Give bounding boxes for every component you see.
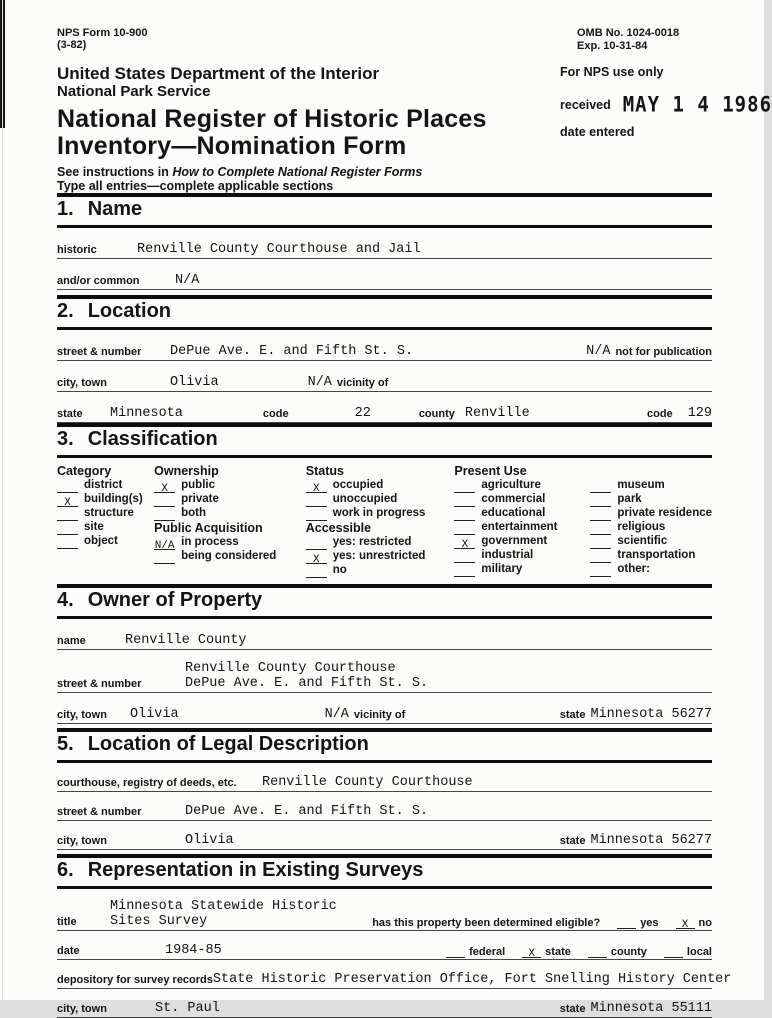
checkbox-private — [154, 493, 306, 507]
checkbox-line — [590, 551, 611, 563]
section-6-number: 6. — [57, 859, 74, 881]
present-use-header: Present Use — [454, 464, 527, 478]
checkbox-mark: X — [312, 482, 320, 495]
field-city-town — [57, 372, 712, 392]
form-revision: (3-82) — [57, 39, 87, 51]
legal-state-value: Minnesota 56277 — [590, 833, 712, 848]
section-5-number: 5. — [57, 733, 74, 755]
checkbox-label: private — [181, 493, 219, 505]
checkbox-unoccupied — [306, 493, 455, 507]
legal-courthouse-label: courthouse, registry of deeds, etc. — [57, 777, 237, 789]
checkbox-religious — [590, 521, 712, 535]
owner-name-value: Renville County — [125, 633, 247, 648]
checkbox-label: religious — [617, 521, 666, 533]
checkbox-label: both — [181, 507, 207, 519]
checkbox-county — [588, 946, 647, 958]
checkbox-label: private residence — [617, 507, 713, 519]
checkbox-line — [454, 537, 475, 549]
public-acquisition-header: Public Acquisition — [154, 521, 263, 535]
checkbox-label: district — [84, 479, 123, 491]
vicinity-group — [308, 375, 389, 390]
instructions-manual-title: How to Complete National Register Forms — [172, 165, 423, 179]
checkbox-label: site — [84, 521, 104, 533]
code-value: 22 — [354, 406, 371, 421]
checkbox-federal — [446, 946, 505, 958]
checkbox-line — [676, 917, 695, 929]
field-legal-street — [57, 802, 712, 821]
checkbox-site — [57, 521, 154, 535]
vicinity-label: vicinity of — [336, 377, 389, 389]
checkbox-label: county — [610, 946, 647, 958]
checkbox-public — [154, 479, 306, 493]
checkbox-yes-restricted — [306, 536, 455, 550]
checkbox-structure — [57, 507, 154, 521]
checkbox-label: state — [545, 946, 571, 958]
checkbox-line — [446, 946, 465, 958]
section-3-title: Classification — [87, 428, 218, 450]
checkbox-line — [306, 495, 327, 507]
city-label: city, town — [57, 377, 107, 389]
section-4-number: 4. — [57, 589, 74, 611]
checkbox-line — [454, 551, 475, 563]
eligible-question: has this property been determined eligible? — [372, 917, 601, 929]
legal-state-label: state — [559, 835, 586, 847]
historic-label: historic — [57, 244, 97, 256]
checkbox-label: object — [84, 535, 118, 547]
eligible-group — [372, 917, 712, 929]
classification-grid — [57, 458, 712, 584]
checkbox-line — [154, 538, 175, 550]
survey-title-line1: Minnesota Statewide Historic — [110, 899, 337, 914]
ownership-header: Ownership — [154, 464, 219, 478]
checkbox-in-process — [154, 536, 306, 550]
omb-number: OMB No. 1024-0018 — [577, 27, 680, 39]
instructions — [57, 165, 712, 193]
not-for-publication-group — [586, 344, 712, 359]
section-5-heading — [57, 728, 712, 763]
present-use-col2 — [590, 479, 712, 577]
checkbox-line — [590, 523, 611, 535]
survey-title-label: title — [57, 916, 77, 928]
field-state-county — [57, 403, 712, 423]
category-header: Category — [57, 464, 112, 478]
checkbox-mark: X — [461, 538, 469, 551]
legal-courthouse-value: Renville County Courthouse — [262, 775, 473, 790]
instructions-prefix: See instructions in — [57, 165, 173, 179]
checkbox-line — [590, 481, 611, 493]
county-label: county — [418, 408, 455, 420]
checkbox-being-considered — [154, 550, 306, 564]
received-row — [560, 92, 772, 118]
section-5-title: Location of Legal Description — [87, 733, 369, 755]
field-street-number — [57, 341, 712, 361]
code-label: code — [262, 408, 289, 420]
instructions-line2: Type all entries—complete applicable sections — [57, 179, 334, 193]
checkbox-line — [306, 481, 327, 493]
section-3-heading — [57, 423, 712, 458]
date-entered-label: date entered — [560, 125, 635, 139]
field-survey-title — [57, 899, 712, 931]
survey-level-group — [434, 946, 712, 958]
common-label: and/or common — [57, 275, 140, 287]
owner-street-label: street & number — [57, 678, 142, 690]
checkbox-no — [306, 564, 455, 578]
checkbox-line — [306, 552, 327, 564]
checkbox-line — [306, 509, 327, 521]
historic-value: Renville County Courthouse and Jail — [137, 242, 421, 257]
survey-title-values — [110, 899, 337, 929]
county-value: Renville — [464, 406, 530, 421]
checkbox-line — [454, 495, 475, 507]
field-survey-city — [57, 999, 712, 1018]
checkbox-label: military — [481, 563, 523, 575]
agency-title: National Park Service — [57, 83, 211, 100]
checkbox-label: structure — [84, 507, 134, 519]
checkbox-district — [57, 479, 154, 493]
checkbox-line — [306, 538, 327, 550]
depository-value: State Historic Preservation Office, Fort Snelling History Center — [212, 972, 732, 987]
field-legal-city — [57, 831, 712, 850]
owner-name-label: name — [57, 635, 86, 647]
form-title-line1: National Register of Historic Places — [57, 105, 487, 133]
checkbox-mark: X — [64, 496, 71, 509]
legal-street-value: DePue Ave. E. and Fifth St. S. — [185, 804, 429, 819]
checkbox-line — [154, 481, 175, 493]
checkbox-label: being considered — [181, 550, 277, 562]
checkbox-label: agriculture — [481, 479, 541, 491]
checkbox-mark: X — [161, 482, 168, 495]
checkbox-line — [306, 566, 327, 578]
checkbox-line — [454, 481, 475, 493]
survey-date-label: date — [57, 945, 80, 957]
field-owner-name — [57, 630, 712, 650]
checkbox-eligible-yes — [617, 917, 658, 929]
owner-vicinity-na: N/A — [324, 707, 349, 722]
checkbox-line — [57, 523, 78, 535]
checkbox-park — [590, 493, 712, 507]
field-depository — [57, 970, 732, 989]
depository-label: depository for survey records — [57, 974, 213, 986]
received-date-stamp: MAY 1 4 1986 — [622, 92, 772, 118]
checkbox-label: other: — [617, 563, 650, 575]
checkbox-line — [664, 946, 683, 958]
field-common-name — [57, 270, 712, 290]
field-owner-street — [57, 661, 712, 693]
form-number: NPS Form 10-900 — [57, 27, 148, 39]
checkbox-museum — [590, 479, 712, 493]
owner-city-label: city, town — [57, 709, 107, 721]
state-value: Minnesota — [110, 406, 183, 421]
field-survey-date — [57, 941, 712, 960]
checkbox-label: no — [332, 564, 347, 576]
code2-value: 129 — [687, 406, 712, 421]
checkbox-mark: X — [312, 553, 320, 566]
checkbox-state — [522, 946, 571, 958]
owner-city-value: Olivia — [130, 707, 179, 722]
checkbox-military — [454, 563, 590, 577]
checkbox-commercial — [454, 493, 590, 507]
owner-state-label: state — [559, 709, 586, 721]
code2-label: code — [647, 408, 673, 420]
owner-street-line1: Renville County Courthouse — [185, 661, 396, 676]
checkbox-mark: X — [528, 948, 535, 960]
form-title-line2: Inventory—Nomination Form — [57, 132, 407, 160]
section-1-heading — [57, 193, 712, 228]
section-6-heading — [57, 854, 712, 889]
section-4-heading — [57, 584, 712, 619]
owner-state-value: Minnesota 56277 — [590, 707, 712, 722]
checkbox-transportation — [590, 549, 712, 563]
field-historic-name — [57, 239, 712, 259]
code2-group — [647, 406, 712, 421]
checkbox-line — [522, 946, 541, 958]
legal-street-label: street & number — [57, 806, 142, 818]
checkbox-label: park — [617, 493, 642, 505]
department-title: United States Department of the Interior — [57, 64, 380, 83]
survey-city-label: city, town — [57, 1003, 107, 1015]
checkbox-label: government — [481, 535, 548, 547]
checkbox-label: scientific — [617, 535, 668, 547]
checkbox-local — [664, 946, 712, 958]
field-legal-courthouse — [57, 773, 712, 792]
section-6-title: Representation in Existing Surveys — [87, 859, 424, 881]
checkbox-line — [154, 509, 175, 521]
section-2-number: 2. — [57, 300, 74, 322]
checkbox-industrial — [454, 549, 590, 563]
survey-state-value: Minnesota 55111 — [590, 1001, 712, 1016]
checkbox-mark: X — [681, 919, 689, 931]
checkbox-label: no — [698, 917, 712, 929]
checkbox-private-residence — [590, 507, 712, 521]
checkbox-line — [57, 509, 78, 521]
checkbox-label: entertainment — [481, 521, 558, 533]
checkbox-eligible-no — [676, 917, 712, 929]
legal-city-label: city, town — [57, 835, 107, 847]
nps-use-label: For NPS use only — [560, 65, 664, 79]
checkbox-label: museum — [617, 479, 665, 491]
section-3-number: 3. — [57, 428, 74, 450]
owner-vicinity-label: vicinity of — [353, 709, 406, 721]
checkbox-label: work in progress — [332, 507, 426, 519]
checkbox-label: local — [686, 946, 712, 958]
checkbox-label: occupied — [332, 479, 384, 491]
checkbox-line — [590, 509, 611, 521]
checkbox-yes-unrestricted — [306, 550, 455, 564]
checkbox-label: federal — [469, 946, 506, 958]
checkbox-label: transportation — [617, 549, 696, 561]
state-label: state — [57, 408, 83, 420]
status-column — [306, 464, 455, 578]
checkbox-occupied — [306, 479, 455, 493]
checkbox-mark: N/A — [154, 539, 175, 552]
section-2-title: Location — [87, 300, 172, 322]
owner-street-values — [185, 661, 428, 691]
received-label: received — [560, 98, 611, 112]
survey-date-value: 1984-85 — [165, 943, 222, 958]
owner-state-group — [560, 707, 712, 722]
checkbox-label: public — [181, 479, 215, 491]
checkbox-label: in process — [181, 536, 239, 548]
section-1-title: Name — [87, 198, 143, 220]
city-value: Olivia — [170, 375, 219, 390]
checkbox-both — [154, 507, 306, 521]
checkbox-label: building(s) — [84, 493, 143, 505]
checkbox-line — [454, 509, 475, 521]
survey-title-line2: Sites Survey — [110, 914, 208, 929]
present-use-column — [454, 464, 712, 578]
checkbox-agriculture — [454, 479, 590, 493]
common-value: N/A — [175, 273, 200, 288]
accessible-header: Accessible — [305, 521, 372, 535]
checkbox-line — [590, 495, 611, 507]
not-for-publication-na: N/A — [586, 344, 611, 359]
instructions-line1 — [57, 165, 712, 179]
checkbox-line — [57, 537, 78, 549]
form-header — [57, 0, 772, 193]
survey-city-value: St. Paul — [155, 1001, 220, 1016]
category-column — [57, 464, 154, 578]
checkbox-line — [57, 481, 78, 493]
checkbox-educational — [454, 507, 590, 521]
street-label: street & number — [57, 346, 142, 358]
checkbox-line — [617, 917, 636, 929]
checkbox-line — [57, 495, 78, 507]
legal-city-value: Olivia — [185, 833, 234, 848]
checkbox-line — [454, 523, 475, 535]
section-4-title: Owner of Property — [87, 589, 263, 611]
checkbox-other — [590, 563, 712, 577]
owner-street-line2: DePue Ave. E. and Fifth St. S. — [185, 676, 429, 691]
checkbox-government — [454, 535, 590, 549]
nps-use-block — [560, 65, 772, 139]
vicinity-na: N/A — [307, 375, 332, 390]
checkbox-label: commercial — [481, 493, 546, 505]
legal-state-group — [560, 833, 712, 848]
status-header: Status — [305, 464, 344, 478]
checkbox-object — [57, 535, 154, 549]
omb-block — [577, 27, 679, 53]
survey-state-label: state — [559, 1003, 586, 1015]
checkbox-label: yes: restricted — [332, 536, 412, 548]
checkbox-label: yes — [640, 917, 659, 929]
checkbox-line — [588, 946, 607, 958]
checkbox-buildings — [57, 493, 154, 507]
checkbox-line — [154, 495, 175, 507]
section-1-number: 1. — [57, 198, 74, 220]
present-use-col1 — [454, 479, 590, 577]
checkbox-work-in-progress — [306, 507, 455, 521]
checkbox-label: educational — [481, 507, 546, 519]
field-owner-city — [57, 704, 712, 724]
survey-state-group — [560, 1001, 712, 1016]
checkbox-entertainment — [454, 521, 590, 535]
checkbox-line — [454, 565, 475, 577]
omb-expiration: Exp. 10-31-84 — [577, 40, 648, 52]
checkbox-label: yes: unrestricted — [332, 550, 426, 562]
scan-edge-line — [2, 0, 3, 1000]
ownership-column — [154, 464, 306, 578]
checkbox-scientific — [590, 535, 712, 549]
checkbox-line — [154, 552, 175, 564]
checkbox-label: industrial — [481, 549, 534, 561]
checkbox-line — [590, 565, 611, 577]
not-for-publication-label: not for publication — [615, 346, 712, 358]
street-value: DePue Ave. E. and Fifth St. S. — [170, 344, 414, 359]
checkbox-line — [590, 537, 611, 549]
section-2-heading — [57, 295, 712, 330]
checkbox-label: unoccupied — [332, 493, 398, 505]
owner-vicinity-group — [325, 707, 406, 722]
